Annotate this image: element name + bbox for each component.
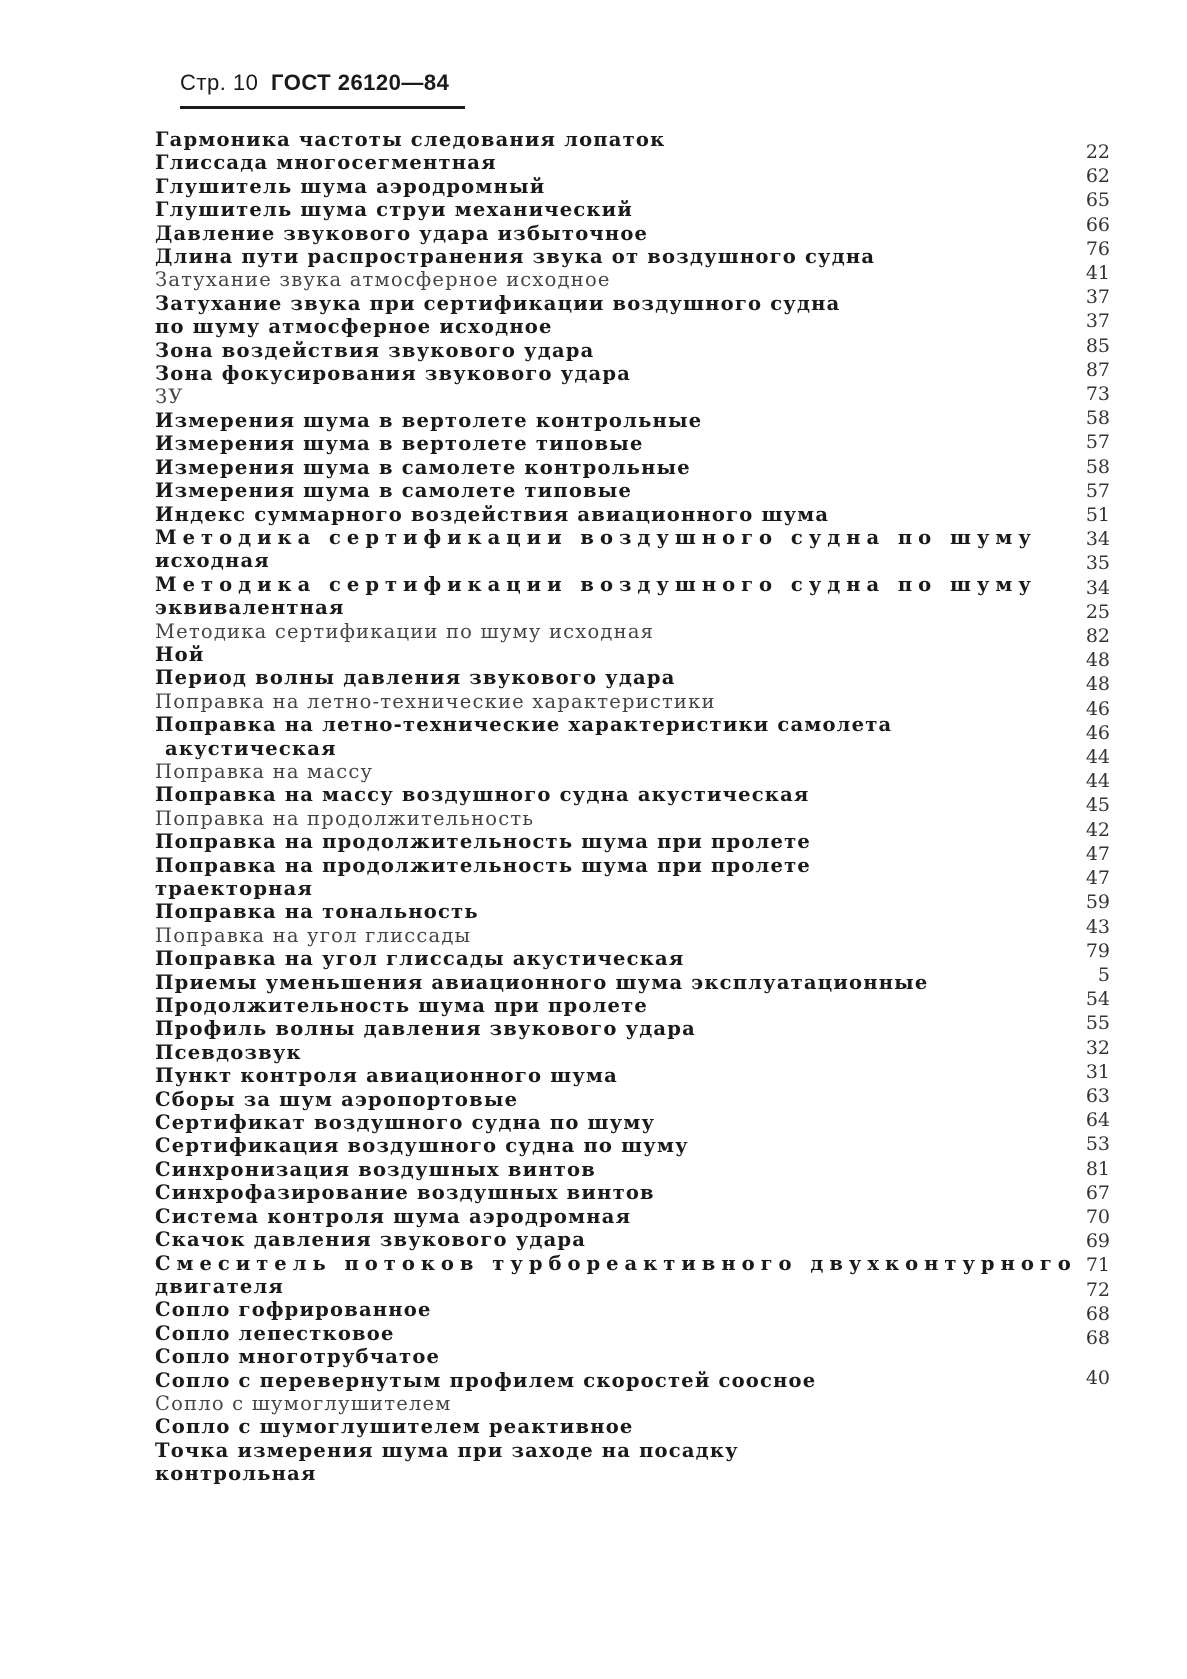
term-line: Длина пути распространения звука от воздушного судна xyxy=(155,245,876,269)
term-line: Ной xyxy=(155,642,205,666)
term-line: Поправка на продолжительность xyxy=(155,806,535,830)
term-number: 41 xyxy=(1085,262,1110,285)
term-line: Сопло гофрированное xyxy=(155,1298,432,1322)
term-line: Измерения шума в вертолете типовые xyxy=(155,432,644,456)
term-line: ЗУ xyxy=(155,385,184,409)
term-line: Сопло лепестковое xyxy=(155,1321,395,1345)
page-number: Стр. 10 xyxy=(180,70,259,95)
term-line: Поправка на угол глиссады xyxy=(155,923,472,947)
term-number: 32 xyxy=(1085,1036,1110,1059)
term-number: 47 xyxy=(1085,867,1110,890)
term-number: 42 xyxy=(1085,818,1110,841)
term-line: Глушитель шума аэродромный xyxy=(155,174,546,198)
term-number: 67 xyxy=(1085,1181,1110,1204)
standard-number: ГОСТ 26120—84 xyxy=(271,70,450,95)
term-number: 43 xyxy=(1085,915,1110,938)
term-number: 58 xyxy=(1085,407,1110,430)
term-number: 81 xyxy=(1085,1157,1110,1180)
term-number: 37 xyxy=(1085,310,1110,333)
term-line: Сопло многотрубчатое xyxy=(155,1345,441,1369)
term-number: 22 xyxy=(1085,141,1110,163)
term-line: Сопло с шумоглушителем реактивное xyxy=(155,1415,634,1439)
term-number: 31 xyxy=(1085,1060,1110,1083)
term-line: акустическая xyxy=(165,736,337,760)
term-number: 64 xyxy=(1085,1109,1110,1132)
term-line: Методика сертификации по шуму исходная xyxy=(155,619,655,643)
term-number: 46 xyxy=(1085,721,1110,744)
term-number: 34 xyxy=(1085,528,1110,551)
term-line: Зона фокусирования звукового удара xyxy=(155,362,632,386)
term-line: по шуму атмосферное исходное xyxy=(155,315,553,339)
term-line: Измерения шума в самолете типовые xyxy=(155,479,633,503)
term-line: Сопло с шумоглушителем xyxy=(155,1391,452,1415)
term-number: 69 xyxy=(1085,1230,1110,1253)
term-number: 62 xyxy=(1085,165,1110,188)
term-line: Поправка на продолжительность шума при пролете xyxy=(155,830,811,854)
term-line: Сертификация воздушного судна по шуму xyxy=(155,1134,689,1158)
term-number: 48 xyxy=(1085,649,1110,672)
term-line: Поправка на летно-технические характеристики самолета xyxy=(155,713,893,737)
term-number: 70 xyxy=(1085,1205,1110,1228)
term-line: Поправка на тональность xyxy=(155,900,479,924)
term-number: 46 xyxy=(1085,697,1110,720)
term-line: траекторная xyxy=(155,877,314,900)
term-number: 54 xyxy=(1085,988,1110,1011)
term-number-column xyxy=(1050,140,1110,1390)
term-line: Скачок давления звукового удара xyxy=(155,1228,587,1252)
term-line: Поправка на летно-технические характеристики xyxy=(155,689,716,713)
term-line: Измерения шума в вертолете контрольные xyxy=(155,408,703,432)
term-number: 37 xyxy=(1085,286,1110,309)
term-number: 51 xyxy=(1085,504,1110,527)
term-number: 66 xyxy=(1085,213,1110,236)
term-number: 79 xyxy=(1085,939,1110,962)
term-line: эквивалентная xyxy=(155,596,345,620)
term-line: двигателя xyxy=(155,1274,285,1298)
term-index-list xyxy=(155,128,1077,1486)
term-number: 5 xyxy=(1097,963,1110,986)
term-line: Сопло с перевернутым профилем скоростей соосное xyxy=(155,1368,817,1392)
term-number: 68 xyxy=(1085,1326,1110,1349)
term-number: 57 xyxy=(1085,479,1110,502)
term-number: 63 xyxy=(1085,1084,1110,1107)
term-line: Гармоника частоты следования лопаток xyxy=(155,128,666,151)
term-number: 40 xyxy=(1085,1367,1110,1390)
term-line: Глушитель шума струи механический xyxy=(155,198,634,222)
term-line: Приемы уменьшения авиационного шума эксплуатационные xyxy=(155,970,929,994)
term-number: 68 xyxy=(1085,1302,1110,1325)
term-number: 55 xyxy=(1085,1012,1110,1035)
term-line: Затухание звука атмосферное исходное xyxy=(155,268,611,292)
term-number: 82 xyxy=(1085,625,1110,648)
header-underline xyxy=(180,106,465,109)
term-number: 48 xyxy=(1085,673,1110,696)
term-line: Методика сертификации воздушного судна по шуму xyxy=(155,525,1037,549)
term-line: Точка измерения шума при заходе на посадку xyxy=(155,1438,739,1462)
term-line: Псевдозвук xyxy=(155,1040,302,1064)
term-line: контрольная xyxy=(155,1462,317,1486)
term-line: Сборы за шум аэропортовые xyxy=(155,1087,519,1111)
term-line: Измерения шума в самолете контрольные xyxy=(155,455,691,479)
term-line: Сертификат воздушного судна по шуму xyxy=(155,1111,656,1135)
term-line: Методика сертификации воздушного судна по шуму xyxy=(155,572,1037,596)
term-line: Синхронизация воздушных винтов xyxy=(155,1157,596,1181)
term-line: Продолжительность шума при пролете xyxy=(155,994,649,1018)
term-number: 45 xyxy=(1085,794,1110,817)
term-line: Пункт контроля авиационного шума xyxy=(155,1064,619,1088)
term-line: Поправка на массу воздушного судна акустическая xyxy=(155,783,810,807)
term-number: 76 xyxy=(1085,237,1110,260)
term-number: 85 xyxy=(1085,334,1110,357)
term-number: 34 xyxy=(1085,576,1110,599)
term-number: 71 xyxy=(1085,1254,1110,1277)
term-number: 47 xyxy=(1085,842,1110,865)
term-number: 44 xyxy=(1085,746,1110,769)
term-number: 57 xyxy=(1085,431,1110,454)
term-line: Зона воздействия звукового удара xyxy=(155,338,595,362)
term-line: Смеситель потоков турбореактивного двухконтурного xyxy=(155,1251,1077,1275)
term-line: исходная xyxy=(155,549,270,573)
term-number: 44 xyxy=(1085,770,1110,793)
term-number: 65 xyxy=(1085,189,1110,212)
term-line: Давление звукового удара избыточное xyxy=(155,221,649,245)
page-header xyxy=(180,70,449,96)
term-line: Глиссада многосегментная xyxy=(155,151,497,175)
term-line: Профиль волны давления звукового удара xyxy=(155,1017,696,1041)
term-number: 59 xyxy=(1085,891,1110,914)
term-line: Период волны давления звукового удара xyxy=(155,666,676,690)
term-line: Поправка на массу xyxy=(155,759,374,783)
term-line: Система контроля шума аэродромная xyxy=(155,1204,632,1228)
term-number: 73 xyxy=(1085,383,1110,406)
term-number: 35 xyxy=(1085,552,1110,575)
term-number: 72 xyxy=(1085,1278,1110,1301)
term-number: 25 xyxy=(1085,600,1110,623)
term-number: 53 xyxy=(1085,1133,1110,1156)
term-number: 87 xyxy=(1085,358,1110,381)
term-line: Синхрофазирование воздушных винтов xyxy=(155,1181,655,1205)
term-number: 58 xyxy=(1085,455,1110,478)
term-line: Поправка на угол глиссады акустическая xyxy=(155,947,685,971)
term-line: Индекс суммарного воздействия авиационного шума xyxy=(155,502,830,526)
term-line: Поправка на продолжительность шума при пролете xyxy=(155,853,811,877)
term-line: Затухание звука при сертификации воздушного судна xyxy=(155,291,841,315)
